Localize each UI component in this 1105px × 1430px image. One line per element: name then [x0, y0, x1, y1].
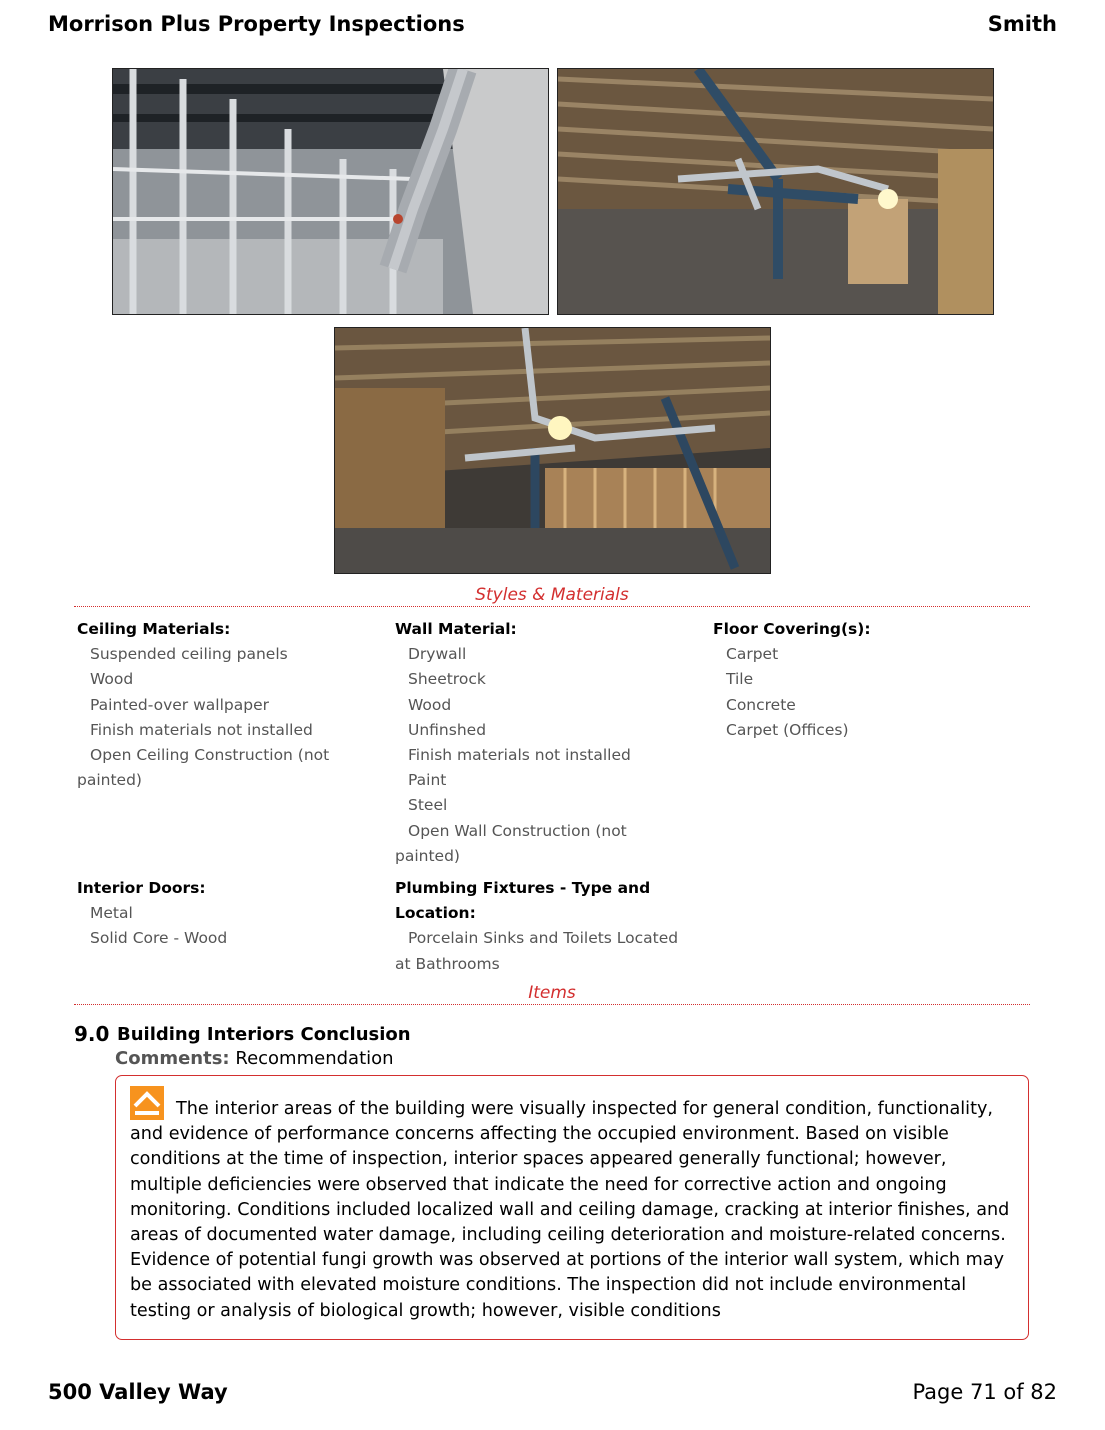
wall-material-item: Finish materials not installed: [408, 746, 631, 765]
wall-material-item: Drywall: [408, 645, 467, 664]
floor-covering-item: Concrete: [726, 695, 796, 714]
company-name: Morrison Plus Property Inspections: [48, 12, 465, 36]
floor-covering-item: Carpet: [726, 645, 779, 664]
floor-covering-item: Carpet (Offices): [726, 720, 849, 739]
ceiling-material-item: Suspended ceiling panels: [90, 645, 288, 664]
plumbing-fixtures-label: Plumbing Fixtures - Type and Location:: [395, 879, 651, 923]
photo-interior-framing[interactable]: [334, 327, 771, 574]
plumbing-fixtures: [395, 876, 695, 977]
ceiling-material-item: Wood: [90, 670, 134, 689]
wall-material-item: Paint: [408, 771, 447, 790]
comments-value: Recommendation: [235, 1048, 394, 1069]
client-name: Smith: [987, 12, 1057, 36]
interior-doors: [77, 876, 377, 952]
wall-material-item: Wood: [408, 695, 452, 714]
wall-material-item: Steel: [408, 796, 448, 815]
wall-materials: [395, 617, 695, 869]
floor-covering-label: Floor Covering(s):: [713, 620, 871, 638]
wall-material-item: Unfinshed: [408, 720, 487, 739]
wall-material-item: Sheetrock: [408, 670, 486, 689]
recommendation-box: [115, 1075, 1029, 1340]
interior-door-item: Solid Core - Wood: [90, 929, 228, 948]
styles-materials-title: Styles & Materials: [74, 585, 1030, 607]
interior-door-item: Metal: [90, 904, 133, 923]
photo-open-ceiling-beams[interactable]: [557, 68, 994, 315]
page-number: Page 71 of 82: [912, 1380, 1057, 1404]
recommendation-icon: [130, 1086, 164, 1120]
ceiling-material-item: Finish materials not installed: [90, 720, 313, 739]
item-title: Building Interiors Conclusion: [117, 1024, 411, 1045]
floor-covering-item: Tile: [726, 670, 754, 689]
ceiling-material-item: Painted-over wallpaper: [90, 695, 269, 714]
plumbing-fixture-item: Porcelain Sinks and Toilets Located at Bathrooms: [395, 929, 679, 973]
ceiling-materials-label: Ceiling Materials:: [77, 620, 231, 638]
interior-doors-label: Interior Doors:: [77, 879, 206, 897]
items-title: Items: [74, 983, 1030, 1005]
comments-label: Comments:: [115, 1048, 230, 1069]
recommendation-text: The interior areas of the building were visually inspected for general condition, functionality, and evidence of performance concerns affecting the occupied environment. Based on visible conditions at the time of inspection, interior spaces appeared generally functional; however, multiple deficiencies were observed that indicate the need for corrective action and ongoing monitoring. Conditions included localized wall and ceiling damage, cracking at interior finishes, and areas of documented water damage, including ceiling deterioration and moisture-related concerns. Evidence of potential fungi growth was observed at portions of the interior wall system, which may be associated with elevated moisture conditions. The inspection did not include environmental testing or analysis of biological growth; however, visible conditions: [130, 1099, 1010, 1321]
ceiling-material-item: Open Ceiling Construction (not painted): [77, 746, 330, 790]
floor-coverings: [713, 617, 1013, 743]
ceiling-materials: [77, 617, 367, 793]
wall-material-item: Open Wall Construction (not painted): [395, 821, 627, 865]
photo-metal-stud-framing[interactable]: [112, 68, 549, 315]
property-address: 500 Valley Way: [48, 1380, 228, 1404]
comments-line: [115, 1048, 394, 1069]
item-number: 9.0: [74, 1022, 110, 1046]
wall-material-label: Wall Material:: [395, 620, 517, 638]
